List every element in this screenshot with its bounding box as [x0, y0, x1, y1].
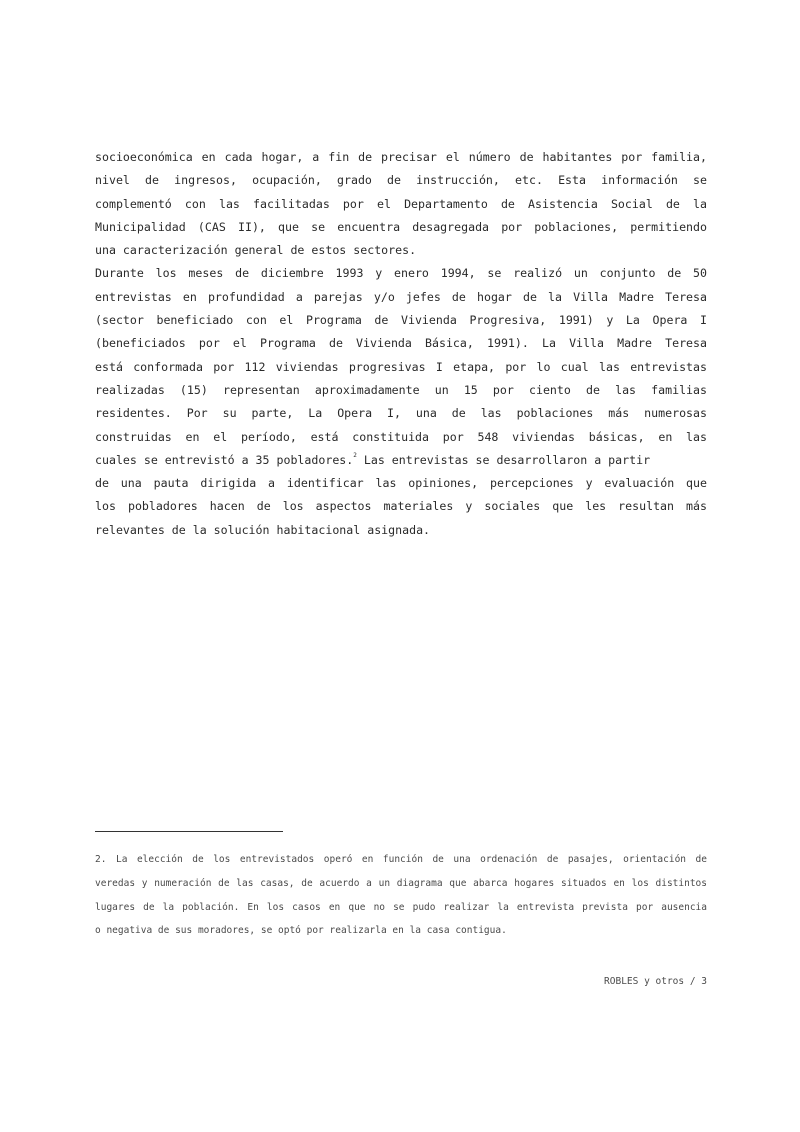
paragraph-line: los pobladores hacen de los aspectos materiales y sociales que les resultan más	[95, 499, 707, 514]
paragraph-line-with-footnote	[95, 449, 707, 472]
paragraph-line: socioeconómica en cada hogar, a fin de precisar el número de habitantes por familia,	[95, 150, 707, 164]
footnote-reference[interactable]: 2	[353, 452, 357, 459]
footnote-separator	[95, 831, 283, 832]
paragraph-line: relevantes de la solución habitacional asignada.	[95, 522, 431, 537]
paragraph-line: (beneficiados por el Programa de Vivienda Básica, 1991). La Villa Madre Teresa	[95, 336, 707, 351]
paragraph-line: Durante los meses de diciembre 1993 y enero 1994, se realizó un conjunto de 50	[95, 266, 707, 281]
footnote-line: lugares de la población. En los casos en que no se pudo realizar la entrevista prevista por ausencia	[95, 901, 707, 913]
paragraph-line: de una pauta dirigida a identificar las opiniones, percepciones y evaluación que	[95, 476, 707, 491]
paragraph-line: nivel de ingresos, ocupación, grado de instrucción, etc. Esta información se	[95, 173, 707, 188]
footnote-line: o negativa de sus moradores, se optó por realizarla en la casa contigua.	[95, 925, 507, 937]
paragraph-line: construidas en el período, está constituida por 548 viviendas básicas, en las	[95, 429, 707, 444]
paragraph-line: complementó con las facilitadas por el Departamento de Asistencia Social de la	[95, 196, 707, 211]
line-text: cuales se entrevistó a 35 pobladores.	[95, 452, 354, 467]
line-text: Las entrevistas se desarrollaron a partir	[356, 452, 651, 467]
page-footer: ROBLES y otros / 3	[604, 976, 707, 987]
paragraph-line: está conformada por 112 viviendas progresivas I etapa, por lo cual las entrevistas	[95, 359, 707, 374]
footnote	[95, 848, 707, 943]
paragraph-line: Municipalidad (CAS II), que se encuentra desagregada por poblaciones, permitiendo	[95, 219, 707, 234]
footnote-line: 2. La elección de los entrevistados operó en función de una ordenación de pasajes, orientación de	[95, 854, 707, 865]
paragraph-line: (sector beneficiado con el Programa de Vivienda Progresiva, 1991) y La Opera I	[95, 313, 707, 328]
body-text	[95, 146, 707, 542]
paragraph-line: residentes. Por su parte, La Opera I, una de las poblaciones más numerosas	[95, 406, 707, 421]
footnote-line: veredas y numeración de las casas, de acuerdo a un diagrama que abarca hogares situados en los distintos	[95, 877, 707, 889]
paragraph-line: realizadas (15) representan aproximadamente un 15 por ciento de las familias	[95, 382, 707, 397]
paragraph-line: entrevistas en profundidad a parejas y/o jefes de hogar de la Villa Madre Teresa	[95, 289, 707, 304]
paragraph-line: una caracterización general de estos sectores.	[95, 243, 417, 258]
